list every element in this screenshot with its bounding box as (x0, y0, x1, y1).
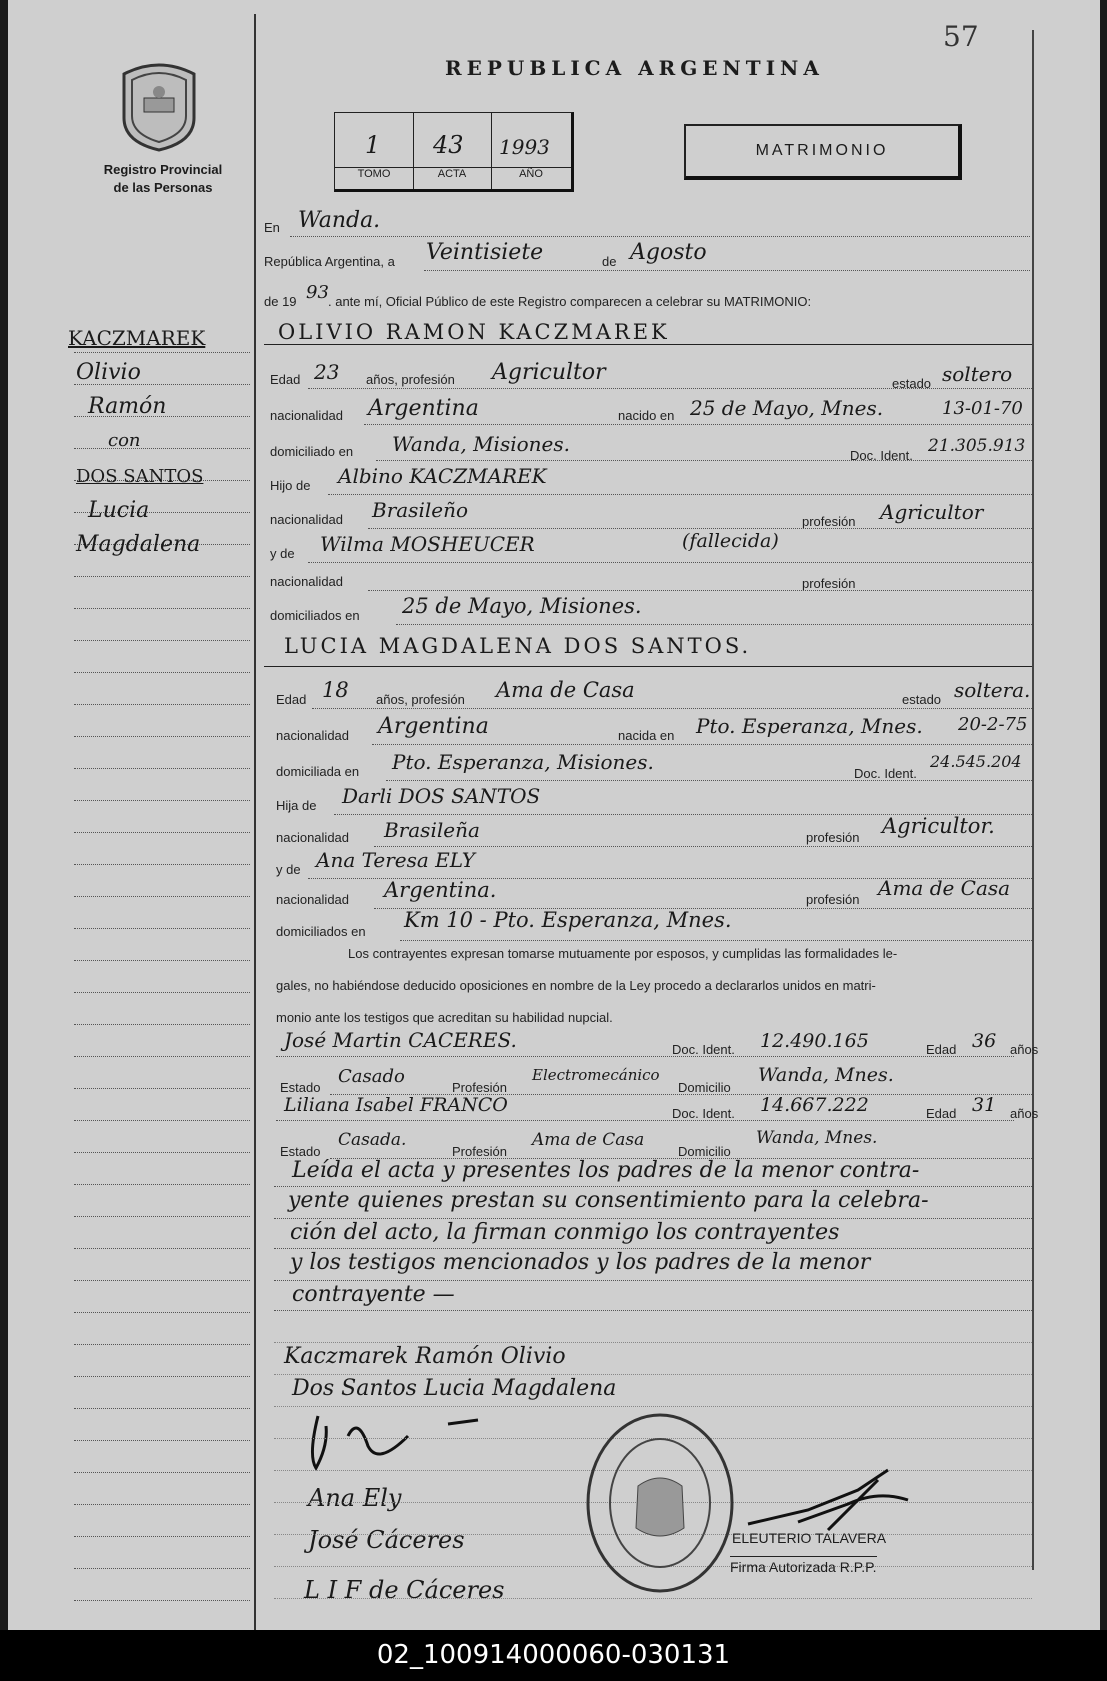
bride-doc-label: Doc. Ident. (854, 766, 917, 781)
witness1-name: José Martin CACERES. (284, 1028, 517, 1052)
bride-parents-dom-label: domiciliados en (276, 924, 366, 939)
right-rule (1032, 30, 1034, 1570)
margin-rule (74, 1216, 250, 1217)
groom-nacido-label: nacido en (618, 408, 675, 423)
witness1-dom-label: Domicilio (678, 1080, 731, 1095)
en-value: Wanda. (298, 208, 381, 233)
page-number: 57 (943, 20, 979, 53)
margin-note-name3: Lucia (88, 498, 150, 523)
bride-profession: Ama de Casa (496, 678, 635, 702)
note-rule (274, 1310, 1032, 1311)
groom-address: Wanda, Misiones. (392, 432, 570, 456)
tomo-label: TOMO (335, 167, 413, 180)
country-title: REPUBLICA ARGENTINA (445, 56, 824, 80)
groom-profesion-label: años, profesión (366, 372, 455, 387)
groom-age: 23 (314, 360, 340, 384)
bride-edad-label: Edad (276, 692, 307, 707)
witness2-status: Casada. (338, 1130, 407, 1150)
note-line-4: y los testigos mencionados y los padres de la menor (290, 1250, 871, 1275)
groom-birthdate: 13-01-70 (942, 398, 1023, 419)
witness1-doc-label: Doc. Ident. (672, 1042, 735, 1057)
note-line-3: ción del acto, la firman conmigo los contrayentes (290, 1220, 840, 1245)
bride-birthplace: Pto. Esperanza, Mnes. (696, 714, 923, 738)
groom-doc: 21.305.913 (928, 436, 1026, 456)
document-page (8, 0, 1100, 1630)
registry-name-line-2: de las Personas (113, 180, 213, 195)
bride-mother-profession: Ama de Casa (878, 876, 1011, 900)
witness2-doc-label: Doc. Ident. (672, 1106, 735, 1121)
margin-note-con: con (108, 430, 141, 451)
note-line-5: contrayente — (292, 1282, 455, 1307)
groom-civil-status: soltero (942, 362, 1013, 386)
bride-hija-label: Hija de (276, 798, 317, 813)
year-value: 93 (306, 282, 329, 303)
groom-profession: Agricultor (492, 360, 606, 385)
signature-witness-b: José Cáceres (308, 1526, 465, 1554)
margin-rule (74, 1120, 250, 1121)
bride-profesion-label: años, profesión (376, 692, 465, 707)
groom-full-name: OLIVIO RAMON KACZMAREK (278, 320, 670, 344)
margin-rule (74, 1184, 250, 1185)
witness1-edad-label: Edad (926, 1042, 957, 1057)
groom-mother-note: (fallecida) (682, 530, 779, 552)
registry-name-line-1: Registro Provincial (103, 162, 223, 177)
bride-mother-nac-label: nacionalidad (276, 892, 350, 907)
groom-estado-label: estado (892, 376, 932, 391)
note-rule (274, 1248, 1032, 1249)
bride-dom-label: domiciliada en (276, 764, 360, 779)
groom-edad-label: Edad (270, 372, 301, 387)
margin-divider (254, 14, 256, 1630)
record-type-box (684, 124, 962, 180)
note-rule (274, 1186, 1032, 1187)
margin-rule (74, 1248, 250, 1249)
bride-parents-address: Km 10 - Pto. Esperanza, Mnes. (404, 908, 732, 932)
signature-rule (274, 1598, 1032, 1599)
declaration-line-3: monio ante los testigos que acreditan su habilidad nupcial. (276, 1010, 613, 1025)
bride-father-nationality: Brasileña (384, 818, 480, 842)
margin-note-name4: Magdalena (76, 532, 201, 557)
margin-rule (74, 1408, 250, 1409)
acta-label: ACTA (413, 167, 491, 180)
margin-note-surname: KACZMAREK (68, 326, 206, 350)
margin-rule (74, 768, 250, 769)
bride-mother-nationality: Argentina. (384, 878, 497, 902)
witness2-anos-label: años (1010, 1106, 1039, 1121)
margin-rule (74, 896, 250, 897)
margin-rule (74, 640, 250, 641)
signature-rule (274, 1342, 1032, 1343)
groom-mother: Wilma MOSHEUCER (320, 532, 535, 556)
margin-rule (74, 992, 250, 993)
margin-rule (74, 1472, 250, 1473)
anio-label: AÑO (491, 167, 571, 180)
signature-rule (274, 1374, 1032, 1375)
margin-rule (74, 1280, 250, 1281)
note-line-1: Leída el acta y presentes los padres de la menor contra- (292, 1158, 920, 1183)
groom-mother-nac-label: nacionalidad (270, 574, 344, 589)
margin-rule (74, 1344, 250, 1345)
tomo-cell (335, 113, 414, 189)
groom-mother-prof-label: profesión (802, 576, 856, 591)
groom-parents-address: 25 de Mayo, Misiones. (402, 594, 642, 618)
margin-rule (74, 576, 250, 577)
witness1-prof-label: Profesión (452, 1080, 507, 1095)
margin-rule (74, 352, 250, 353)
bride-civil-status: soltera. (954, 678, 1031, 702)
margin-rule (74, 960, 250, 961)
witness1-profession: Electromecánico (532, 1066, 660, 1084)
groom-yde-label: y de (270, 546, 295, 561)
margin-rule (74, 928, 250, 929)
declaration-line-2: gales, no habiéndose deducido oposiciones en nombre de la Ley procedo a declararlos unidos en matri- (276, 978, 876, 993)
witness1-estado-label: Estado (280, 1080, 321, 1095)
margin-rule (74, 672, 250, 673)
groom-doc-label: Doc. Ident. (850, 448, 913, 463)
bride-doc: 24.545.204 (930, 752, 1022, 771)
witness2-estado-label: Estado (280, 1144, 321, 1159)
bride-address: Pto. Esperanza, Misiones. (392, 750, 654, 774)
margin-rule (74, 1376, 250, 1377)
margin-note-name1: Olivio (76, 360, 141, 385)
margin-rule (74, 800, 250, 801)
margin-rule (74, 1536, 250, 1537)
registry-stamp-icon (580, 1408, 740, 1598)
groom-father: Albino KACZMAREK (338, 464, 547, 488)
groom-father-nac-label: nacionalidad (270, 512, 344, 527)
groom-father-nationality: Brasileño (372, 498, 468, 522)
witness1-address: Wanda, Mnes. (758, 1064, 894, 1086)
margin-rule (74, 608, 250, 609)
note-line-2: yente quienes prestan su consentimiento para la celebra- (288, 1188, 929, 1213)
witness2-dom-label: Domicilio (678, 1144, 731, 1159)
margin-note-surname2: DOS SANTOS (76, 466, 204, 487)
groom-nac-label: nacionalidad (270, 408, 344, 423)
signature-bride: Dos Santos Lucia Magdalena (292, 1376, 617, 1401)
groom-father-prof-label: profesión (802, 514, 856, 529)
witness2-age: 31 (972, 1094, 997, 1116)
record-type-label: MATRIMONIO (755, 142, 889, 159)
signature-witness-a: Ana Ely (308, 1484, 402, 1512)
official-signature-icon (738, 1460, 938, 1540)
witness1-doc: 12.490.165 (760, 1030, 869, 1052)
note-rule (274, 1280, 1032, 1281)
signature-witness-c: L I F de Cáceres (304, 1576, 505, 1604)
bride-estado-label: estado (902, 692, 942, 707)
bride-mother: Ana Teresa ELY (316, 848, 475, 872)
witness1-status: Casado (338, 1066, 405, 1087)
bride-age: 18 (322, 678, 349, 702)
witness1-anos-label: años (1010, 1042, 1039, 1057)
margin-rule (74, 704, 250, 705)
year-prefix: de 19 (264, 294, 297, 309)
signature-groom: Kaczmarek Ramón Olivio (284, 1344, 566, 1369)
footer-code: 02_100914000060-030131 (0, 1630, 1107, 1681)
margin-rule (74, 1568, 250, 1569)
de-label: de (602, 254, 617, 269)
groom-father-profession: Agricultor (880, 500, 984, 524)
margin-rule (74, 832, 250, 833)
margin-rule (74, 736, 250, 737)
witness2-prof-label: Profesión (452, 1144, 507, 1159)
note-rule (274, 1218, 1032, 1219)
day-value: Veintisiete (426, 240, 544, 265)
margin-rule (74, 1440, 250, 1441)
margin-rule (74, 1312, 250, 1313)
official-name: ELEUTERIO TALAVERA (732, 1530, 887, 1546)
margin-rule (74, 1600, 250, 1601)
margin-note-name2: Ramón (88, 394, 167, 419)
witness2-name: Liliana Isabel FRANCO (284, 1094, 508, 1116)
groom-hijo-label: Hijo de (270, 478, 311, 493)
en-label: En (264, 220, 280, 235)
signature-rule (274, 1406, 1032, 1407)
margin-rule (74, 1088, 250, 1089)
acta-cell (413, 113, 492, 189)
margin-rule (74, 1056, 250, 1057)
bride-nacida-label: nacida en (618, 728, 675, 743)
witness2-doc: 14.667.222 (760, 1094, 869, 1116)
margin-rule (74, 864, 250, 865)
witness2-address: Wanda, Mnes. (756, 1128, 878, 1148)
provincial-seal-icon (116, 60, 202, 152)
groom-birthplace: 25 de Mayo, Mnes. (690, 396, 884, 420)
anio-cell (491, 113, 571, 189)
margin-rule (74, 1152, 250, 1153)
scribble-signature-icon (298, 1406, 498, 1476)
witness1-age: 36 (972, 1030, 997, 1052)
month-value: Agosto (630, 240, 707, 265)
bride-birthdate: 20-2-75 (958, 714, 1028, 735)
bride-mother-prof-label: profesión (806, 892, 860, 907)
margin-rule (74, 448, 250, 449)
groom-parents-dom-label: domiciliados en (270, 608, 360, 623)
intro-text: . ante mí, Oficial Público de este Registro comparecen a celebrar su MATRIMONIO: (328, 294, 812, 309)
margin-rule (74, 1504, 250, 1505)
bride-nac-label: nacionalidad (276, 728, 350, 743)
witness2-profession: Ama de Casa (532, 1130, 645, 1150)
bride-father-prof-label: profesión (806, 830, 860, 845)
bride-father: Darli DOS SANTOS (342, 784, 541, 808)
declaration-line-1: Los contrayentes expresan tomarse mutuamente por esposos, y cumplidas las formalidades le- (348, 946, 898, 961)
anio-value: 1993 (499, 135, 550, 159)
witness2-edad-label: Edad (926, 1106, 957, 1121)
republica-label: República Argentina, a (264, 254, 395, 269)
acta-value: 43 (433, 131, 464, 159)
bride-father-nac-label: nacionalidad (276, 830, 350, 845)
bride-full-name: LUCIA MAGDALENA DOS SANTOS. (284, 634, 752, 658)
margin-rule (74, 1024, 250, 1025)
bride-father-profession: Agricultor. (882, 814, 995, 838)
tomo-value: 1 (365, 131, 381, 159)
bride-yde-label: y de (276, 862, 301, 877)
groom-dom-label: domiciliado en (270, 444, 354, 459)
bride-nationality: Argentina (378, 714, 489, 739)
official-title: Firma Autorizada R.P.P. (730, 1556, 877, 1575)
record-box (334, 112, 574, 192)
groom-nationality: Argentina (368, 396, 479, 421)
